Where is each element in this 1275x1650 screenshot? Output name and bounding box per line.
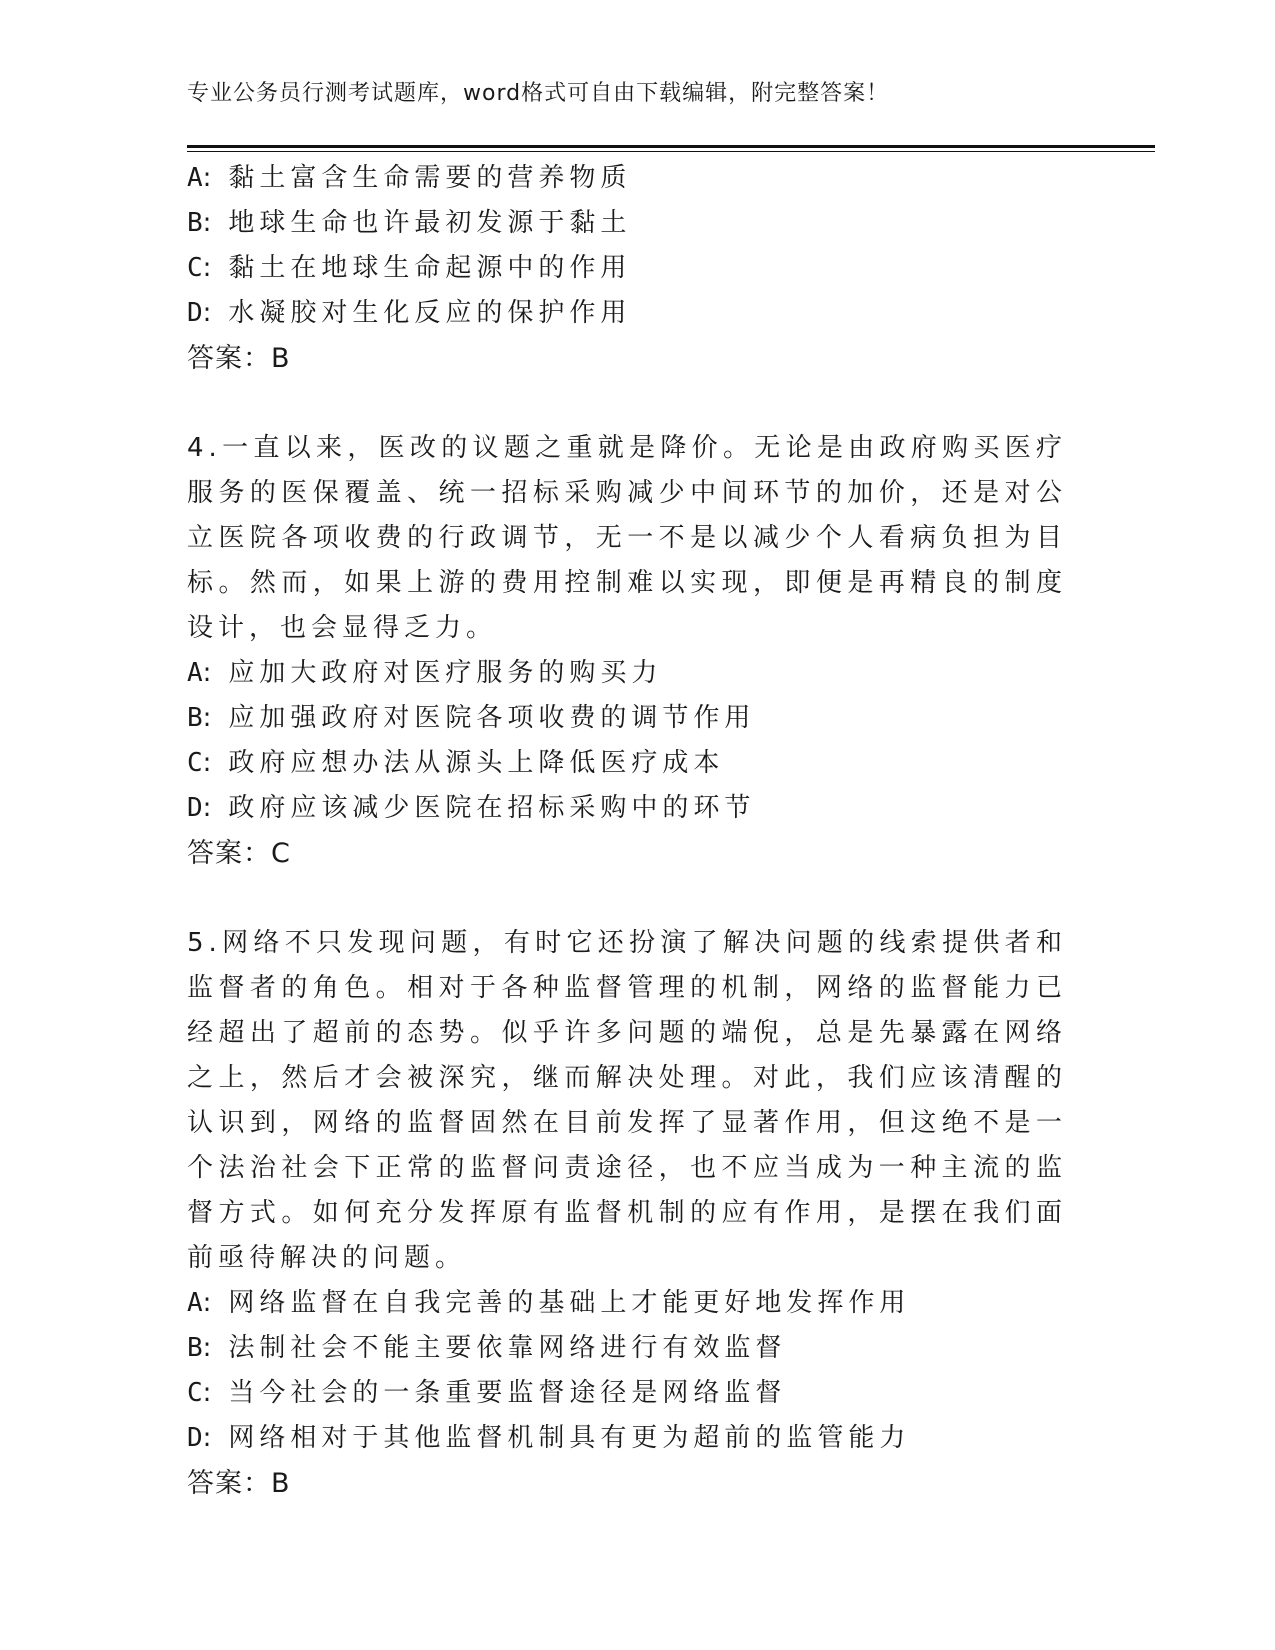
q4-option-b: B: 应加强政府对医院各项收费的调节作用 <box>187 703 756 733</box>
q5-option-b: B: 法制社会不能主要依靠网络进行有效监督 <box>187 1333 787 1363</box>
q4-option-c: C: 政府应想办法从源头上降低医疗成本 <box>187 748 725 778</box>
spacer <box>187 381 1067 426</box>
q5-option-c: C: 当今社会的一条重要监督途径是网络监督 <box>187 1378 787 1408</box>
q3-answer: 答案：B <box>187 343 291 374</box>
q3-option-a: A: 黏土富含生命需要的营养物质 <box>187 163 632 193</box>
q5-option-a: A: 网络监督在自我完善的基础上才能更好地发挥作用 <box>187 1288 911 1318</box>
q4-answer: 答案：C <box>187 838 291 869</box>
spacer <box>187 876 1067 921</box>
q5-answer: 答案：B <box>187 1468 291 1499</box>
header-divider-thin <box>187 151 1155 152</box>
q3-option-c: C: 黏土在地球生命起源中的作用 <box>187 253 632 283</box>
q5-option-d: D: 网络相对于其他监督机制具有更为超前的监管能力 <box>187 1423 911 1453</box>
q4-option-a: A: 应加大政府对医疗服务的购买力 <box>187 658 663 688</box>
q4-option-d: D: 政府应该减少医院在招标采购中的环节 <box>187 793 756 823</box>
q3-option-d: D: 水凝胶对生化反应的保护作用 <box>187 298 632 328</box>
header-divider-thick <box>187 145 1155 148</box>
q5-stem: 5.网络不只发现问题，有时它还扮演了解决问题的线索提供者和监督者的角色。相对于各种监督管理的机制，网络的监督能力已经超出了超前的态势。似乎许多问题的端倪，总是先暴露在网络之上，然后才会被深究，继而解决处理。对此，我们应该清醒的认识到，网络的监督固然在目前发挥了显著作用，但这绝不是一个法治社会下正常的监督问责途径，也不应当成为一种主流的监督方式。如何充分发挥原有监督机制的应有作用，是摆在我们面前亟待解决的问题。 <box>187 928 1067 1273</box>
q3-option-b: B: 地球生命也许最初发源于黏土 <box>187 208 632 238</box>
q4-stem: 4.一直以来，医改的议题之重就是降价。无论是由政府购买医疗服务的医保覆盖、统一招标采购减少中间环节的加价，还是对公立医院各项收费的行政调节，无一不是以减少个人看病负担为目标。然而，如果上游的费用控制难以实现，即便是再精良的制度设计，也会显得乏力。 <box>187 433 1067 643</box>
page-header: 专业公务员行测考试题库，word格式可自由下载编辑，附完整答案！ <box>187 81 890 106</box>
question-content <box>187 156 1067 1506</box>
